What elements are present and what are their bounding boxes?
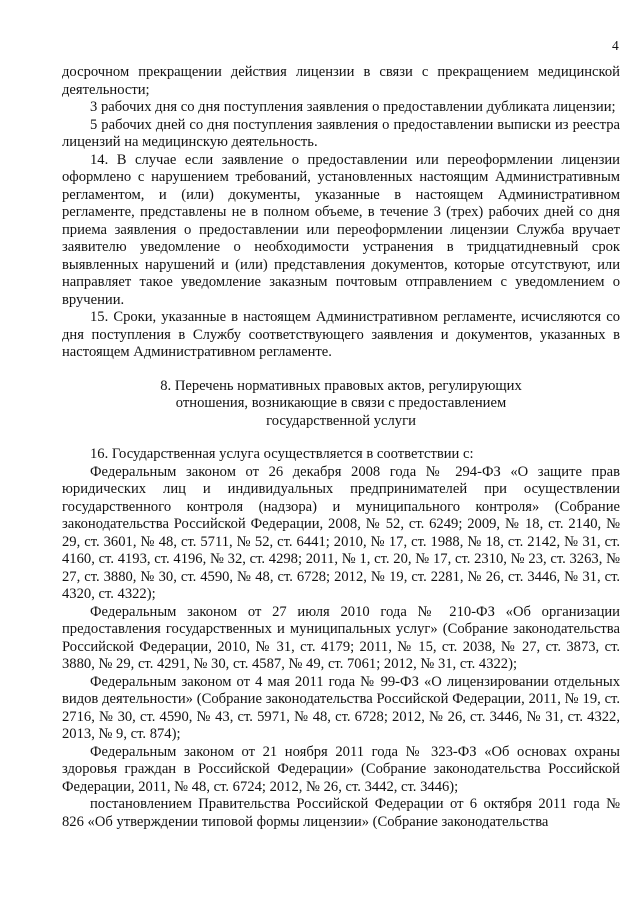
paragraph-law-210: Федеральным законом от 27 июля 2010 года № 210-ФЗ «Об организации предоставления государственных и муниципальных услуг» (Собрание законодательства Российской Федерации, 2010, № 31, ст. 4179; 2011, № 15, ст. 2038, № 27, ст. 3873, ст. 3880, № 29, ст. 4291, № 30, ст. 4587, № 49, ст. 7061; 2012, № 31, ст. 4322); [62,603,620,672]
paragraph-clause-16: 16. Государственная услуга осуществляется в соответствии с: [90,446,474,462]
section-heading [62,378,620,431]
page-number: 4 [612,38,619,53]
paragraph-law-99: Федеральным законом от 4 мая 2011 года № 99-ФЗ «О лицензировании отдельных видов деятельности» (Собрание законодательства Российской Федерации, 2011, № 19, ст. 2716, № 30, ст. 4590, № 43, ст. 5971, № 48, ст. 6728; 2012, № 26, ст. 3446, № 31, ст. 4322, 2013, № 9, ст. 874); [62,673,620,742]
paragraph-law-323: Федеральным законом от 21 ноября 2011 года № 323-ФЗ «Об основах охраны здоровья граждан в Российской Федерации» (Собрание законодательства Российской Федерации, 2011, № 48, ст. 6724; 2012, № 26, ст. 3442, ст. 3446); [62,743,620,795]
paragraph-early-termination: досрочном прекращении действия лицензии в связи с прекращением медицинской деятельности; [62,64,620,98]
document-body [62,64,620,831]
section-heading-line: отношения, возникающие в связи с предоставлением [175,395,507,411]
paragraph-duplicate-term: 3 рабочих дня со дня поступления заявления о предоставлении дубликата лицензии; [90,99,616,115]
paragraph-clause-15: 15. Сроки, указанные в настоящем Административном регламенте, исчисляются со дня поступления в Службу соответствующего заявления и документов, указанных в настоящем Административном регламенте. [62,309,620,360]
paragraph-law-294: Федеральным законом от 26 декабря 2008 года № 294-ФЗ «О защите прав юридических лиц и индивидуальных предпринимателей при осуществлении государственного контроля (надзора) и муниципального контроля» (Собрание законодательства Российской Федерации, 2008, № 52, ст. 6249; 2009, № 18, ст. 2140, № 29, ст. 3601, № 48, ст. 5711, № 52, ст. 6441; 2010, № 17, ст. 1988, № 18, ст. 2142, № 31, ст. 4160, ст. 4193, ст. 4196, № 32, ст. 4298; 2011, № 1, ст. 20, № 17, ст. 2310, № 23, ст. 3263, № 27, ст. 3880, № 30, ст. 4590, № 48, ст. 6728; 2012, № 19, ст. 2281, № 26, ст. 3446, № 31, ст. 4320, ст. 4322); [62,463,620,602]
paragraph-clause-14: 14. В случае если заявление о предоставлении или переоформлении лицензии оформлено с нарушением требований, установленных настоящим Административным регламентом, и (или) документы, указанные в настоящем Административном регламенте, представлены не в полном объеме, в течение 3 (трех) рабочих дней со дня приема заявления о предоставлении или переоформлении лицензии Служба вручает заявителю уведомление о необходимости устранения в тридцатидневный срок выявленных нарушений и (или) представления документов, которые отсутствуют, или направляет такое уведомление заказным почтовым отправлением с уведомлением о вручении. [62,151,620,308]
section-heading-line: 8. Перечень нормативных правовых актов, регулирующих [160,377,522,394]
section-heading-line: государственной услуги [266,412,416,429]
paragraph-resolution-826: постановлением Правительства Российской Федерации от 6 октября 2011 года № 826 «Об утверждении типовой формы лицензии» (Собрание законодательства [62,796,620,830]
paragraph-extract-term: 5 рабочих дней со дня поступления заявления о предоставлении выписки из реестра лицензий на медицинскую деятельность. [62,116,620,150]
